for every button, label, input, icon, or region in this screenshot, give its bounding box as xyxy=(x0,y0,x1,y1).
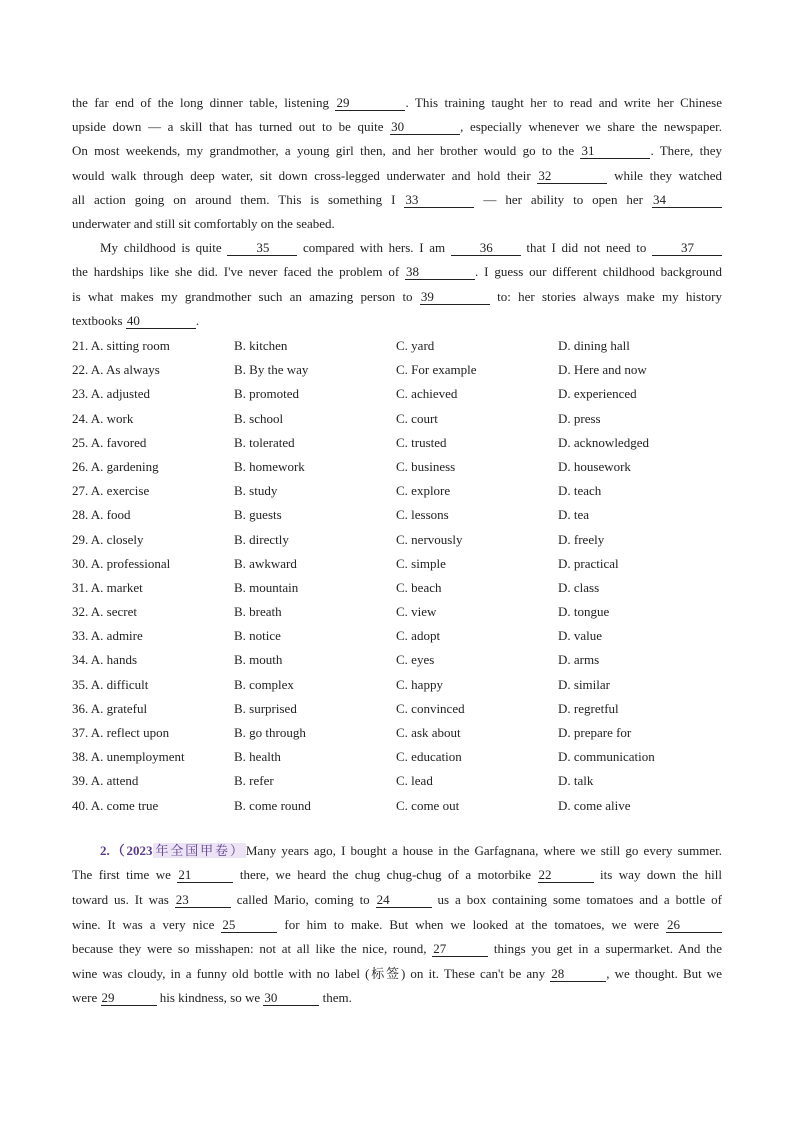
option-d: D. freely xyxy=(558,531,605,547)
option-a: 30. A. professional xyxy=(72,555,171,571)
option-b: B. study xyxy=(234,483,278,499)
option-c: C. lead xyxy=(396,773,433,789)
passage-line: all action going on around them. This is something I 33 — her ability to open her 34 xyxy=(72,188,722,212)
option-d: D. dining hall xyxy=(558,338,630,354)
option-d: D. value xyxy=(558,628,603,644)
option-row xyxy=(72,479,722,503)
option-c: C. convinced xyxy=(396,700,465,716)
option-d: D. tongue xyxy=(558,604,610,620)
option-row xyxy=(72,407,722,431)
passage-line: were 29 his kindness, so we 30 them. xyxy=(72,990,352,1006)
option-c: C. lessons xyxy=(396,507,449,523)
option-c: C. yard xyxy=(396,338,435,354)
option-d: D. regretful xyxy=(558,700,619,716)
option-c: C. simple xyxy=(396,555,446,571)
passage-line: wine. It was a very nice 25 for him to make. But when we looked at the tomatoes, we were 26 xyxy=(72,913,722,938)
passage-line: upside down — a skill that has turned out to be quite 30 , especially whenever we share the newspaper. xyxy=(72,119,722,135)
option-a: 31. A. market xyxy=(72,579,143,595)
passage-1 xyxy=(72,91,722,333)
option-a: 28. A. food xyxy=(72,507,131,523)
blank: 24 xyxy=(376,893,432,908)
option-a: 40. A. come true xyxy=(72,797,159,813)
blank: 25 xyxy=(221,918,277,933)
option-d: D. prepare for xyxy=(558,725,632,741)
passage-line: On most weekends, my grandmother, a young girl then, and her brother would go to the 31 . There, they xyxy=(72,143,722,159)
option-b: B. notice xyxy=(234,628,281,644)
option-a: 22. A. As always xyxy=(72,362,160,378)
exam-page xyxy=(72,91,722,1011)
option-b: B. kitchen xyxy=(234,338,288,354)
option-b: B. complex xyxy=(234,676,294,692)
option-a: 33. A. admire xyxy=(72,628,143,644)
option-b: B. guests xyxy=(234,507,282,523)
option-row xyxy=(72,382,722,406)
passage-line: because they were so misshapen: not at all like the nice, round, 27 things you get in a supermarket. And the xyxy=(72,941,722,957)
option-a: 27. A. exercise xyxy=(72,483,150,499)
blank: 37 xyxy=(652,241,722,256)
option-row xyxy=(72,358,722,382)
option-row xyxy=(72,673,722,697)
blank: 36 xyxy=(451,241,521,256)
option-d: D. similar xyxy=(558,676,610,692)
option-d: D. experienced xyxy=(558,386,637,402)
option-a: 38. A. unemployment xyxy=(72,749,185,765)
option-a: 36. A. grateful xyxy=(72,700,148,716)
option-b: B. awkward xyxy=(234,555,297,571)
blank: 38 xyxy=(405,265,475,280)
option-row xyxy=(72,745,722,769)
source-year: （2023 xyxy=(109,842,153,858)
option-b: B. school xyxy=(234,410,284,426)
option-a: 39. A. attend xyxy=(72,773,139,789)
blank: 30 xyxy=(390,120,460,135)
blank: 33 xyxy=(404,193,474,208)
blank: 21 xyxy=(177,868,233,883)
option-a: 34. A. hands xyxy=(72,652,137,668)
option-c: C. eyes xyxy=(396,652,435,668)
answer-options xyxy=(72,334,722,818)
option-a: 32. A. secret xyxy=(72,604,137,620)
option-c: C. achieved xyxy=(396,386,458,402)
option-c: C. come out xyxy=(396,797,460,813)
option-a: 24. A. work xyxy=(72,410,134,426)
option-d: D. talk xyxy=(558,773,594,789)
option-d: D. communication xyxy=(558,749,655,765)
option-b: B. mouth xyxy=(234,652,283,668)
option-a: 29. A. closely xyxy=(72,531,144,547)
option-row xyxy=(72,769,722,793)
option-c: C. For example xyxy=(396,362,477,378)
blank: 32 xyxy=(537,169,607,184)
option-c: C. business xyxy=(396,458,456,474)
option-row xyxy=(72,697,722,721)
passage-line: textbooks 40 . xyxy=(72,312,200,328)
blank: 30 xyxy=(263,991,319,1006)
option-row xyxy=(72,721,722,745)
option-row xyxy=(72,576,722,600)
option-d: D. practical xyxy=(558,555,619,571)
passage-line: My childhood is quite 35 compared with hers. I am 36 that I did not need to 37 xyxy=(72,236,722,260)
option-d: D. arms xyxy=(558,652,600,668)
blank: 27 xyxy=(432,942,488,957)
passage-line: is what makes my grandmother such an amazing person to 39 to: her stories always make my history xyxy=(72,288,722,304)
option-c: C. explore xyxy=(396,483,451,499)
option-b: B. directly xyxy=(234,531,289,547)
question-number: 2. xyxy=(100,842,110,858)
option-b: B. surprised xyxy=(234,700,297,716)
option-row xyxy=(72,648,722,672)
passage-line: 2.（2023年全国甲卷）Many years ago, I bought a house in the Garfagnana, where we still go every summer. xyxy=(100,842,722,858)
option-d: D. come alive xyxy=(558,797,631,813)
option-b: B. come round xyxy=(234,797,311,813)
passage-line: the far end of the long dinner table, listening 29 . This training taught her to read and write her Chinese xyxy=(72,95,723,110)
option-a: 23. A. adjusted xyxy=(72,386,150,402)
passage-line: toward us. It was 23 called Mario, coming to 24 us a box containing some tomatoes and a bottle of xyxy=(72,891,722,907)
option-d: D. housework xyxy=(558,458,631,474)
option-c: C. ask about xyxy=(396,725,461,741)
blank: 23 xyxy=(175,893,231,908)
option-row xyxy=(72,334,722,358)
passage-line: wine was cloudy, in a funny old bottle with no label (标签) on it. These can't be any 28 , we thought. But we xyxy=(72,965,722,981)
option-d: D. press xyxy=(558,410,601,426)
passage-2 xyxy=(72,839,722,1011)
option-c: C. trusted xyxy=(396,434,447,450)
blank: 35 xyxy=(227,241,297,256)
option-a: 21. A. sitting room xyxy=(72,338,170,354)
option-c: C. education xyxy=(396,749,462,765)
source-name: 年全国甲卷） xyxy=(153,842,245,858)
option-b: B. promoted xyxy=(234,386,299,402)
blank: 28 xyxy=(550,967,606,982)
option-a: 26. A. gardening xyxy=(72,458,159,474)
blank: 26 xyxy=(666,918,722,933)
option-b: B. breath xyxy=(234,604,282,620)
option-a: 35. A. difficult xyxy=(72,676,149,692)
option-c: C. court xyxy=(396,410,438,426)
blank: 22 xyxy=(538,868,594,883)
option-b: B. mountain xyxy=(234,579,299,595)
option-b: B. By the way xyxy=(234,362,309,378)
option-d: D. tea xyxy=(558,507,590,523)
passage-line: underwater and still sit comfortably on the seabed. xyxy=(72,216,335,232)
option-b: B. health xyxy=(234,749,281,765)
option-a: 37. A. reflect upon xyxy=(72,725,170,741)
option-d: D. teach xyxy=(558,483,602,499)
option-b: B. tolerated xyxy=(234,434,295,450)
option-row xyxy=(72,794,722,818)
passage-line: would walk through deep water, sit down cross-legged underwater and hold their 32 while they watched xyxy=(72,167,722,183)
blank: 29 xyxy=(335,96,405,111)
blank: 39 xyxy=(420,290,490,305)
passage-line: the hardships like she did. I've never faced the problem of 38 . I guess our different childhood background xyxy=(72,264,722,280)
blank: 34 xyxy=(652,193,722,208)
option-b: B. homework xyxy=(234,458,305,474)
option-row xyxy=(72,528,722,552)
option-row xyxy=(72,552,722,576)
option-d: D. acknowledged xyxy=(558,434,649,450)
blank: 29 xyxy=(101,991,157,1006)
option-row xyxy=(72,624,722,648)
passage-line: The first time we 21 there, we heard the chug chug-chug of a motorbike 22 its way down the hill xyxy=(72,867,722,883)
option-c: C. nervously xyxy=(396,531,463,547)
blank: 31 xyxy=(580,144,650,159)
option-row xyxy=(72,503,722,527)
option-d: D. class xyxy=(558,579,600,595)
option-c: C. view xyxy=(396,604,437,620)
option-c: C. beach xyxy=(396,579,442,595)
option-row xyxy=(72,431,722,455)
option-row xyxy=(72,455,722,479)
option-b: B. refer xyxy=(234,773,274,789)
option-c: C. adopt xyxy=(396,628,441,644)
option-c: C. happy xyxy=(396,676,443,692)
option-d: D. Here and now xyxy=(558,362,647,378)
blank: 40 xyxy=(126,314,196,329)
option-a: 25. A. favored xyxy=(72,434,147,450)
option-b: B. go through xyxy=(234,725,306,741)
option-row xyxy=(72,600,722,624)
